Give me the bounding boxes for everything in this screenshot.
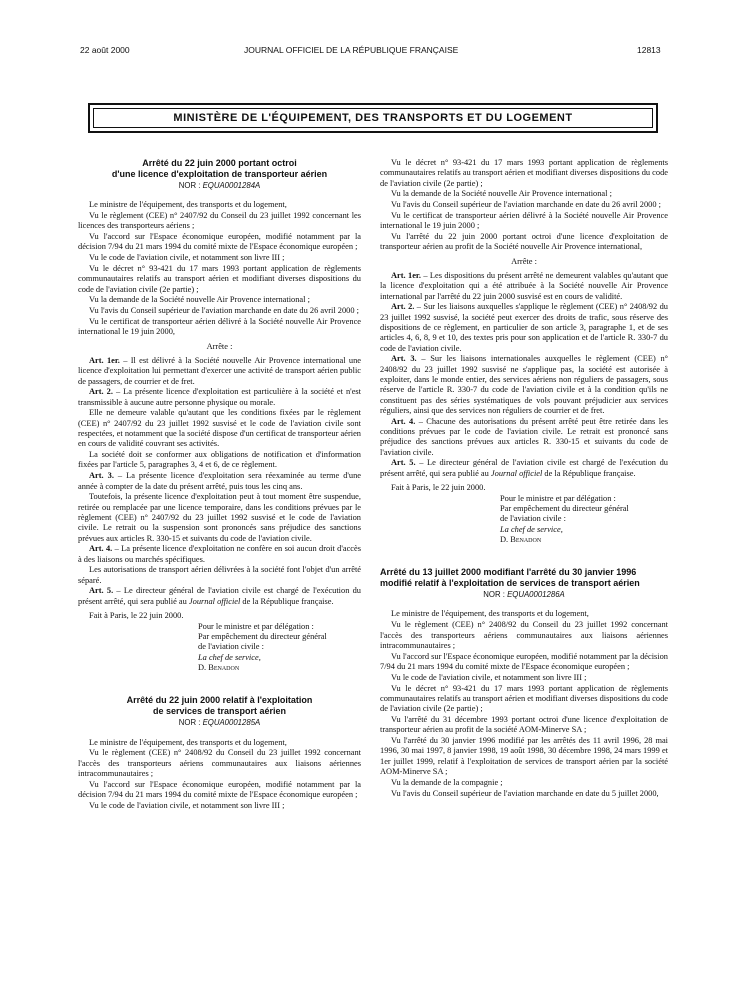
arrete-licence: [78, 158, 361, 673]
article-4: Art. 4. – La présente licence d'exploitation ne confère en soi aucun droit d'accès à des liaisons ou marchés spécifiques.: [78, 544, 361, 564]
paragraph: Vu le code de l'aviation civile, et notamment son livre III ;: [391, 672, 587, 682]
paragraph: Vu le certificat de transporteur aérien délivré à la Société nouvelle Air Provence international le 19 juin 2000 ;: [380, 210, 668, 231]
left-column: [78, 158, 361, 812]
arrete-label: Arrête :: [206, 341, 233, 351]
paragraph: Vu l'accord sur l'Espace économique européen, modifié notamment par la décision 7/94 du 21 mars 1994 du comité mixte de l'Espace économique européen ;: [78, 232, 361, 252]
paragraph: Vu le décret n° 93-421 du 17 mars 1993 portant application de règlements communautaires relatifs au transport aérien et modifiant diverses dispositions du code de l'aviation civile (2e partie) ;: [380, 158, 668, 188]
running-header: [0, 45, 748, 59]
article-4: Art. 4. – Chacune des autorisations du présent arrêté peut être retirée dans les conditions prévues par le code de l'aviation civile. Le retrait est prononcé sans préjudice des sanctions prévues aux articles R. 330-15 et suivants du code de l'aviation civile.: [380, 416, 669, 457]
signature-title: La chef de service,: [500, 524, 563, 534]
article-2: Art. 2. – La présente licence d'exploitation est particulière à la société et n'est transmissible à aucune autre personne physique ou morale.: [78, 387, 361, 407]
paragraph: Vu l'avis du Conseil supérieur de l'aviation marchande en date du 5 juillet 2000,: [391, 788, 659, 798]
arrete-label: Arrête :: [511, 256, 537, 266]
paragraph: Toutefois, la présente licence d'exploitation peut à tout moment être suspendue, retirée ou remplacée par une licence temporaire, dans les conditions prévues par le règlement (CEE) n° 2407/92 du 23 juillet 1992 susvisé et le code de l'aviation civile. Le retrait ou la suspension sont prononcés sans préjudice des sanctions prévues aux articles R. 330-15 et suivants du code de l'aviation civile.: [78, 492, 361, 543]
ministry-title: MINISTÈRE DE L'ÉQUIPEMENT, DES TRANSPORTS ET DU LOGEMENT: [93, 108, 653, 128]
paragraph: Elle ne demeure valable qu'autant que les conditions fixées par le règlement (CEE) n° 2407/92 du 23 juillet 1992 susvisé et le code de l'aviation civile sont respectées, et notamment que la société dispose d'un certificat de transporteur aérien en cours de validité couvrant ses activités.: [78, 408, 361, 449]
fait-a-paris: Fait à Paris, le 22 juin 2000.: [89, 611, 184, 621]
nor-reference: NOR : EQUA0001284A: [178, 181, 261, 190]
paragraph: Le ministre de l'équipement, des transports et du logement,: [89, 200, 287, 210]
journal-title: JOURNAL OFFICIEL DE LA RÉPUBLIQUE FRANÇAISE: [244, 45, 459, 55]
issue-date: 22 août 2000: [80, 45, 130, 55]
paragraph: Vu l'arrêté du 31 décembre 1993 portant octroi d'une licence d'exploitation de transporteur aérien au profit de la société AOM-Minerve SA ;: [380, 714, 668, 735]
paragraph: Vu le code de l'aviation civile, et notamment son livre III ;: [89, 800, 285, 810]
paragraph: Vu l'accord sur l'Espace économique européen, modifié notamment par la décision 7/94 du 21 mars 1994 du comité mixte de l'Espace économique européen ;: [78, 779, 361, 800]
paragraph: Vu l'arrêté du 22 juin 2000 portant octroi d'une licence d'exploitation de transporteur aérien au profit de la Société nouvelle Air Provence international,: [380, 232, 668, 252]
signature-title: La chef de service,: [198, 652, 261, 662]
fait-a-paris: Fait à Paris, le 22 juin 2000.: [391, 482, 486, 492]
signature-line: de l'aviation civile :: [198, 642, 264, 652]
signature-line: Par empêchement du directeur général: [198, 632, 327, 642]
signature-line: Pour le ministre et par délégation :: [198, 621, 314, 631]
paragraph: Vu l'arrêté du 30 janvier 1996 modifié par les arrêtés des 11 avril 1996, 28 mai 1996, 30 mai 1997, 8 janvier 1998, 19 août 1998, 30 décembre 1998, 24 mars 1999 et 1er juillet 1999, relatif à l'exploitation de services de transport aérien par la société AOM-Minerve SA ;: [380, 736, 668, 776]
right-column: [380, 158, 668, 799]
paragraph: La société doit se conformer aux obligations de notification et d'information fixées par l'article 5, paragraphes 3, 4 et 6, de ce règlement.: [78, 450, 361, 470]
arrete-exploitation: [78, 695, 361, 811]
paragraph: Vu l'avis du Conseil supérieur de l'aviation marchande en date du 26 avril 2000 ;: [391, 200, 661, 210]
paragraph: Les autorisations de transport aérien délivrées à la société font l'objet d'un arrêté séparé.: [78, 565, 361, 585]
paragraph: Vu le code de l'aviation civile, et notamment son livre III ;: [89, 253, 285, 263]
article-3: Art. 3. – La présente licence d'exploitation sera réexaminée au terme d'une année à compter de la date du présent arrêté, puis tous les cinq ans.: [78, 471, 361, 491]
nor-reference: NOR : EQUA0001285A: [178, 718, 261, 728]
arrete-modification: [380, 567, 668, 799]
signature-line: Par empêchement du directeur général: [500, 504, 629, 513]
paragraph: Vu le décret n° 93-421 du 17 mars 1993 portant application de règlements communautaires relatifs au transport aérien et modifiant diverses dispositions du code de l'aviation civile (2e partie) ;: [380, 683, 668, 714]
nor-reference: NOR : EQUA0001286A: [483, 590, 565, 600]
article-3: Art. 3. – Sur les liaisons internationales auxquelles le règlement (CEE) n° 2408/92 du 23 juillet 1992 susvisé ne s'applique pas, la société est autorisée à exploiter, dans le monde entier, des services aériens non réguliers de passagers, sous réserve de l'article R. 330-7 du code de l'aviation civile et à la condition qu'ils ne constituent pas des séries systématiques de vols pouvant préjudicier aux services réguliers, ainsi que des services non réguliers de courrier et de fret.: [380, 354, 668, 415]
paragraph: Vu le certificat de transporteur aérien délivré à la Société nouvelle Air Provence international le 19 juin 2000,: [78, 317, 361, 337]
paragraph: Vu l'accord sur l'Espace économique européen, modifié notamment par la décision 7/94 du 21 mars 1994 du comité mixte de l'Espace économique européen ;: [380, 651, 668, 671]
paragraph: Vu la demande de la compagnie ;: [391, 777, 503, 787]
article-2: Art. 2. – Sur les liaisons auxquelles s'applique le règlement (CEE) n° 2408/92 du 23 juillet 1992 susvisé, la société peut exercer des droits de trafic, sous réserve des dispositions de ce règlement, en particulier de son article 3, paragraphe 1, et de ses articles 4, 6, 8, 9 et 10, des textes pris pour son application et de l'article R. 330-7 du code de l'aviation civile.: [380, 302, 668, 353]
paragraph: Vu le règlement (CEE) n° 2408/92 du Conseil du 23 juillet 1992 concernant l'accès des transporteurs aériens communautaires aux liaisons aériennes intracommunautaires ;: [78, 748, 361, 779]
paragraph: Vu la demande de la Société nouvelle Air Provence international ;: [89, 295, 310, 305]
signatory: D. Benadon: [500, 534, 542, 544]
paragraph: Vu le décret n° 93-421 du 17 mars 1993 portant application de règlements communautaires relatifs au transport aérien et modifiant diverses dispositions du code de l'aviation civile (2e partie) ;: [78, 264, 361, 294]
page-number: 12813: [637, 45, 661, 55]
arrete-title: Arrêté du 13 juillet 2000 modifiant l'arrêté du 30 janvier 1996 modifié relatif à l'exploitation de services de transport aérien: [380, 567, 640, 588]
paragraph: Le ministre de l'équipement, des transports et du logement,: [89, 737, 287, 747]
arrete-title: Arrêté du 22 juin 2000 portant octroi d'une licence d'exploitation de transporteur aérien: [111, 158, 328, 179]
signature-line: de l'aviation civile :: [500, 514, 566, 524]
article-5: Art. 5. – Le directeur général de l'aviation civile est chargé de l'exécution du présent arrêté, qui sera publié au Journal officiel de la République française.: [78, 586, 361, 606]
article-5: Art. 5. – Le directeur général de l'aviation civile est chargé de l'exécution du présent arrêté, qui sera publié au Journal officiel de la République française.: [380, 458, 668, 478]
signatory: D. Benadon: [198, 663, 240, 673]
article-1: Art. 1er. – Les dispositions du présent arrêté ne demeurent valables qu'autant que la licence d'exploitation qui a été attribuée à la Société nouvelle Air Provence international par l'arrêté du 22 juin 2000 susvisé est en cours de validité.: [380, 270, 669, 301]
article-1: Art. 1er. – Il est délivré à la Société nouvelle Air Provence international une licence d'exploitation lui permettant d'exercer une activité de transport aérien public de passagers, de courrier et de fret.: [78, 355, 362, 386]
paragraph: Vu l'avis du Conseil supérieur de l'aviation marchande en date du 26 avril 2000 ;: [89, 306, 359, 316]
paragraph: Vu le règlement (CEE) n° 2407/92 du Conseil du 23 juillet 1992 concernant les licences des transporteurs aériens ;: [78, 211, 361, 231]
arrete-title: Arrêté du 22 juin 2000 relatif à l'exploitation de services de transport aérien: [126, 695, 313, 716]
paragraph: Vu la demande de la Société nouvelle Air Provence international ;: [391, 189, 612, 199]
signature-line: Pour le ministre et par délégation :: [500, 493, 616, 503]
paragraph: Vu le règlement (CEE) n° 2408/92 du Conseil du 23 juillet 1992 concernant l'accès des transporteurs aériens communautaires aux liaisons aériennes intracommunautaires ;: [380, 620, 668, 650]
ministry-box: [88, 103, 658, 133]
paragraph: Le ministre de l'équipement, des transports et du logement,: [391, 609, 589, 619]
